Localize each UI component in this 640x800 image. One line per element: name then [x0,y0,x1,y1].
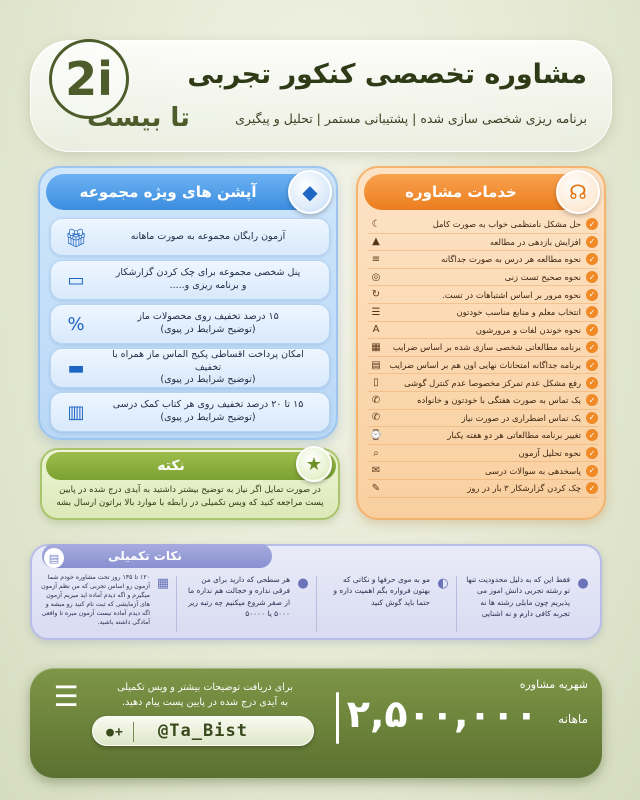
extra-notes-title: نکات تکمیلی [42,544,272,568]
calendar-icon: ▦ [156,576,170,591]
service-icon: ✉ [371,465,381,477]
cta-text [90,680,320,711]
check-icon: ✓ [586,324,598,336]
service-item [368,427,598,445]
service-icon: ▦ [371,341,381,353]
divider [316,576,317,632]
service-icon: ☾ [371,218,381,230]
check-icon: ✓ [586,394,598,406]
service-item [368,374,598,392]
service-icon: ▲ [372,236,380,248]
service-label: برنامه جداگانه امتحانات نهایی اون هم بر اساس ضرایب [389,360,581,371]
option-text: ۱۵ درصد تخفیف روی محصولات ماز [137,311,279,323]
service-label: نحوه خوندن لغات و مرورشون [475,324,581,335]
contact-handle-button[interactable] [92,716,314,746]
check-icon: ✓ [586,289,598,301]
note-title: نکته [46,452,336,480]
extra-note-text: هر سطحی که دارید برای من فرقی نداره و خجالت هم نداره ما از صفر شروع میکنیم چه رتبه زیر ۵۰۰۰ یا ۵۰۰۰۰ [188,575,290,619]
extra-note [38,574,170,634]
check-icon: ✓ [586,429,598,441]
option-text: آزمون رایگان مجموعه به صورت ماهانه [130,230,286,242]
service-item [368,410,598,428]
service-label: نحوه مطالعه هر درس به صورت جداگانه [441,254,581,265]
check-icon: ✓ [586,482,598,494]
check-icon: ✓ [586,306,598,318]
option-item [50,348,330,388]
extra-note [464,574,590,634]
option-text: ۱۵ تا ۲۰ درصد تخفیف روی هر کتاب کمک درسی [112,399,304,411]
service-label: یک تماس به صورت هفتگی با خودتون و خانواده [417,395,581,406]
extra-notes-panel [30,544,602,640]
service-label: یک تماس اضطراری در صورت نیاز [461,412,581,423]
book-icon: ▥ [67,401,85,423]
service-item [368,269,598,287]
service-label: نحوه مرور بر اساس اشتباهات در تست. [442,289,581,300]
check-icon: ✓ [586,253,598,265]
percent-icon: % [67,313,85,335]
option-item [50,218,330,256]
service-icon: ◎ [371,271,381,283]
books-icon: ☰ [53,679,79,713]
price-value: ۲,۵۰۰,۰۰۰ [346,692,538,736]
gift-icon: 🎁︎ [64,227,88,249]
service-icon: A [372,324,380,336]
service-icon: ✎ [371,482,381,494]
option-text: امکان پرداخت اقساطی پکیج الماس ماز همراه با تخفیف [112,348,304,373]
service-icon: ▤ [371,359,381,371]
price-label: شهریه مشاوره [519,678,588,691]
service-label: نحوه تحلیل آزمون [518,448,581,459]
service-item [368,480,598,498]
services-title: خدمات مشاوره [364,174,598,210]
service-icon: ↻ [371,289,381,301]
service-label: چک کردن گزارشکار ۳ بار در روز [467,483,581,494]
cta-line: برای دریافت توضیحات بیشتر و ویس تکمیلی [117,682,293,693]
divider [176,576,177,632]
services-list [368,216,598,498]
check-icon: ✓ [586,412,598,424]
service-label: افزایش بازدهی در مطالعه [489,236,581,247]
star-icon: ★ [296,446,332,482]
services-panel [356,166,606,520]
card-icon: ▬ [67,357,85,379]
document-icon: ▤ [44,548,64,568]
check-icon: ✓ [586,236,598,248]
ear-icon: ◐ [437,576,449,591]
service-label: رفع مشکل عدم تمرکز مخصوصا عدم کنترل گوشی [404,377,581,388]
check-icon: ✓ [586,341,598,353]
monitor-icon: ▭ [67,269,85,291]
option-subtext: (توضیح شرایط در پیوی) [160,374,256,386]
contact-handle: @Ta_Bist [158,721,248,741]
check-icon: ✓ [586,218,598,230]
check-icon: ✓ [586,465,598,477]
service-item [368,216,598,234]
service-item [368,286,598,304]
service-label: پاسخدهی به سوالات درسی [484,465,581,476]
service-icon: ▯ [373,377,379,389]
price-bar [30,668,602,778]
service-item [368,251,598,269]
option-subtext: (توضیح شرایط در پیوی) [160,324,256,335]
option-item [50,392,330,432]
option-item [50,304,330,344]
user-icon: ● [577,576,589,591]
page-title: مشاوره تخصصی کنکور تجربی [187,59,587,90]
service-icon: ⌕ [373,447,379,459]
header-card [30,40,612,152]
logo-mark: 2i [49,39,129,119]
service-icon: ✆ [371,412,381,424]
service-icon: ✆ [371,394,381,406]
headset-icon: ☊ [556,170,600,214]
service-icon: ⌚ [369,429,383,441]
service-item [368,234,598,252]
service-item [368,445,598,463]
divider [336,692,339,744]
service-item [368,392,598,410]
check-icon: ✓ [586,447,598,459]
diamond-icon: ◆ [288,170,332,214]
service-item [368,462,598,480]
divider [133,722,134,742]
check-icon: ✓ [586,377,598,389]
option-subtext: (توضیح شرایط در پیوی) [160,412,256,423]
option-text: پنل شخصی مجموعه برای چک کردن گزارشکار [115,267,301,279]
cta-line: به آیدی درج شده در پایین پست پیام دهید. [121,697,289,709]
divider [456,576,457,632]
service-label: تغییر برنامه مطالعاتی هر دو هفته یکبار [447,430,581,441]
service-item [368,357,598,375]
note-panel [40,448,340,520]
service-item [368,339,598,357]
service-item [368,322,598,340]
service-icon: ≡ [371,253,381,265]
service-label: برنامه مطالعاتی شخصی سازی شده بر اساس ضرایب [392,342,581,353]
extra-note [324,574,450,634]
logo-text: تا بیست [87,103,190,133]
price-unit: ماهانه [558,712,588,726]
add-user-icon: ●+ [106,724,124,740]
check-icon: ✓ [586,359,598,371]
service-label: انتخاب معلم و منابع مناسب خودتون [456,307,581,318]
special-options-title: آپشن های ویژه مجموعه [46,174,330,210]
service-label: نحوه صحیح تست زنی [504,272,581,283]
service-item [368,304,598,322]
person-icon: ● [297,576,309,591]
check-icon: ✓ [586,271,598,283]
page-subtitle: برنامه ریزی شخصی سازی شده | پشتیبانی مستمر | تحلیل و پیگیری [235,111,587,126]
option-item [50,260,330,300]
extra-note-text: فقط این که به دلیل محدودیت تنها تو رشته تجربی دانش اموز می پذیریم چون مایلی رشته ها نه تجربه کافی دارم و نه اشنایی [466,575,570,619]
extra-note [184,574,310,634]
option-subtext: و برنامه ریزی و..... [169,280,247,291]
special-options-panel [38,166,338,440]
service-icon: ☰ [371,306,381,318]
service-label: حل مشکل نامنظمی خواب به صورت کامل [432,219,581,230]
extra-note-text: ۱۲۰ تا ۱۳۵ روز تحت مشاوره خودم شما آزمون رو اساس تجربی که من نظم آزمون میگیرم و اگه دیدم آماده اید میریم آزمون های آزمایشی که ثبت نام کنید رو میشه و اگه دیدم آماده نیست آزمون میره تا واقعی آمادگی داشته باشید. [41,574,150,626]
extra-note-text: مو به موی حرفها و نکاتی که بهتون فرواره بگم اهمیت داره و حتما باید گوش کنید [333,575,430,607]
note-text: در صورت تمایل اگر نیاز به توضیح بیشتر داشتید به آیدی درج شده در پایین پست مراجعه کنید که ویس تکمیلی در رابطه با موارد بالا براتون ارسال بشه [56,485,324,509]
